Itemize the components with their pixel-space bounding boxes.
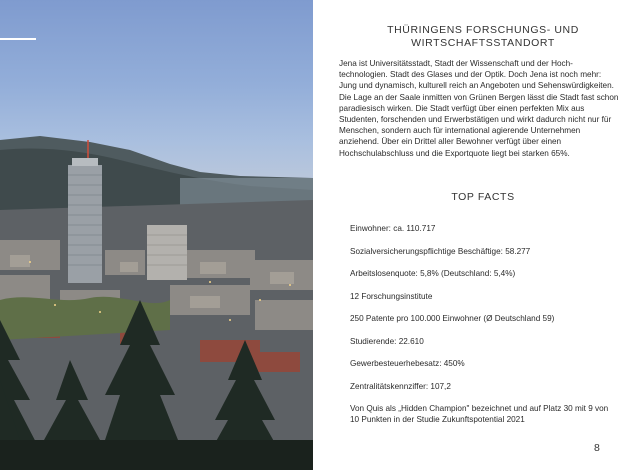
page-number: 8 xyxy=(594,442,600,454)
section-title-line-1: THÜRINGENS FORSCHUNGS- UND xyxy=(387,24,579,36)
fact-item: Von Quis als „Hidden Champion" bezeichnet und auf Platz 30 mit 9 von 10 Punkten in der Studie Zukunftspotential 2021 xyxy=(350,404,609,424)
fact-item: Gewerbesteuerhebesatz: 450% xyxy=(350,359,465,368)
fact-item: Arbeitslosenquote: 5,8% (Deutschland: 5,4%) xyxy=(350,269,516,278)
intro-paragraph: Jena ist Universitätsstadt, Stadt der Wissenschaft und der Hoch-technologien. Stadt des Glases und der Optik. Doch Jena ist noch mehr: Jung und dynamisch, kulturell reich an Angeboten und Sehenswürdigkeiten. Die Lage an der Saale inmitten von Grünen Bergen lässt die Stadt fast schon paradiesisch wirken. Die Stadt verfügt über einen perfekten Mix aus Studenten, forschenden und Erwerbstätigen und wirkt dadurch nicht nur für Menschen, sondern auch für international agierende Unternehmen anziehend. Über ein Drittel aller Bewohner verfügt über einen Hochschulabschluss und die Exportquote liegt bei starken 65%. xyxy=(339,59,619,158)
fact-item: 250 Patente pro 100.000 Einwohner (Ø Deutschland 59) xyxy=(350,314,555,323)
fact-item: Zentralitätskennziffer: 107,2 xyxy=(350,381,451,391)
section-title-line-2: WIRTSCHAFTSSTANDORT xyxy=(411,37,555,49)
section-title xyxy=(333,24,626,50)
text-panel xyxy=(313,0,626,470)
top-facts-title: TOP FACTS xyxy=(451,191,515,203)
fact-item: Studierende: 22.610 xyxy=(350,336,424,346)
top-facts-list xyxy=(350,223,618,437)
accent-line xyxy=(0,38,36,40)
fact-item: Einwohner: ca. 110.717 xyxy=(350,224,436,233)
fact-item: Sozialversicherungspflichtige Beschäftige: 58.277 xyxy=(350,246,531,256)
fact-item: 12 Forschungsinstitute xyxy=(350,291,433,301)
